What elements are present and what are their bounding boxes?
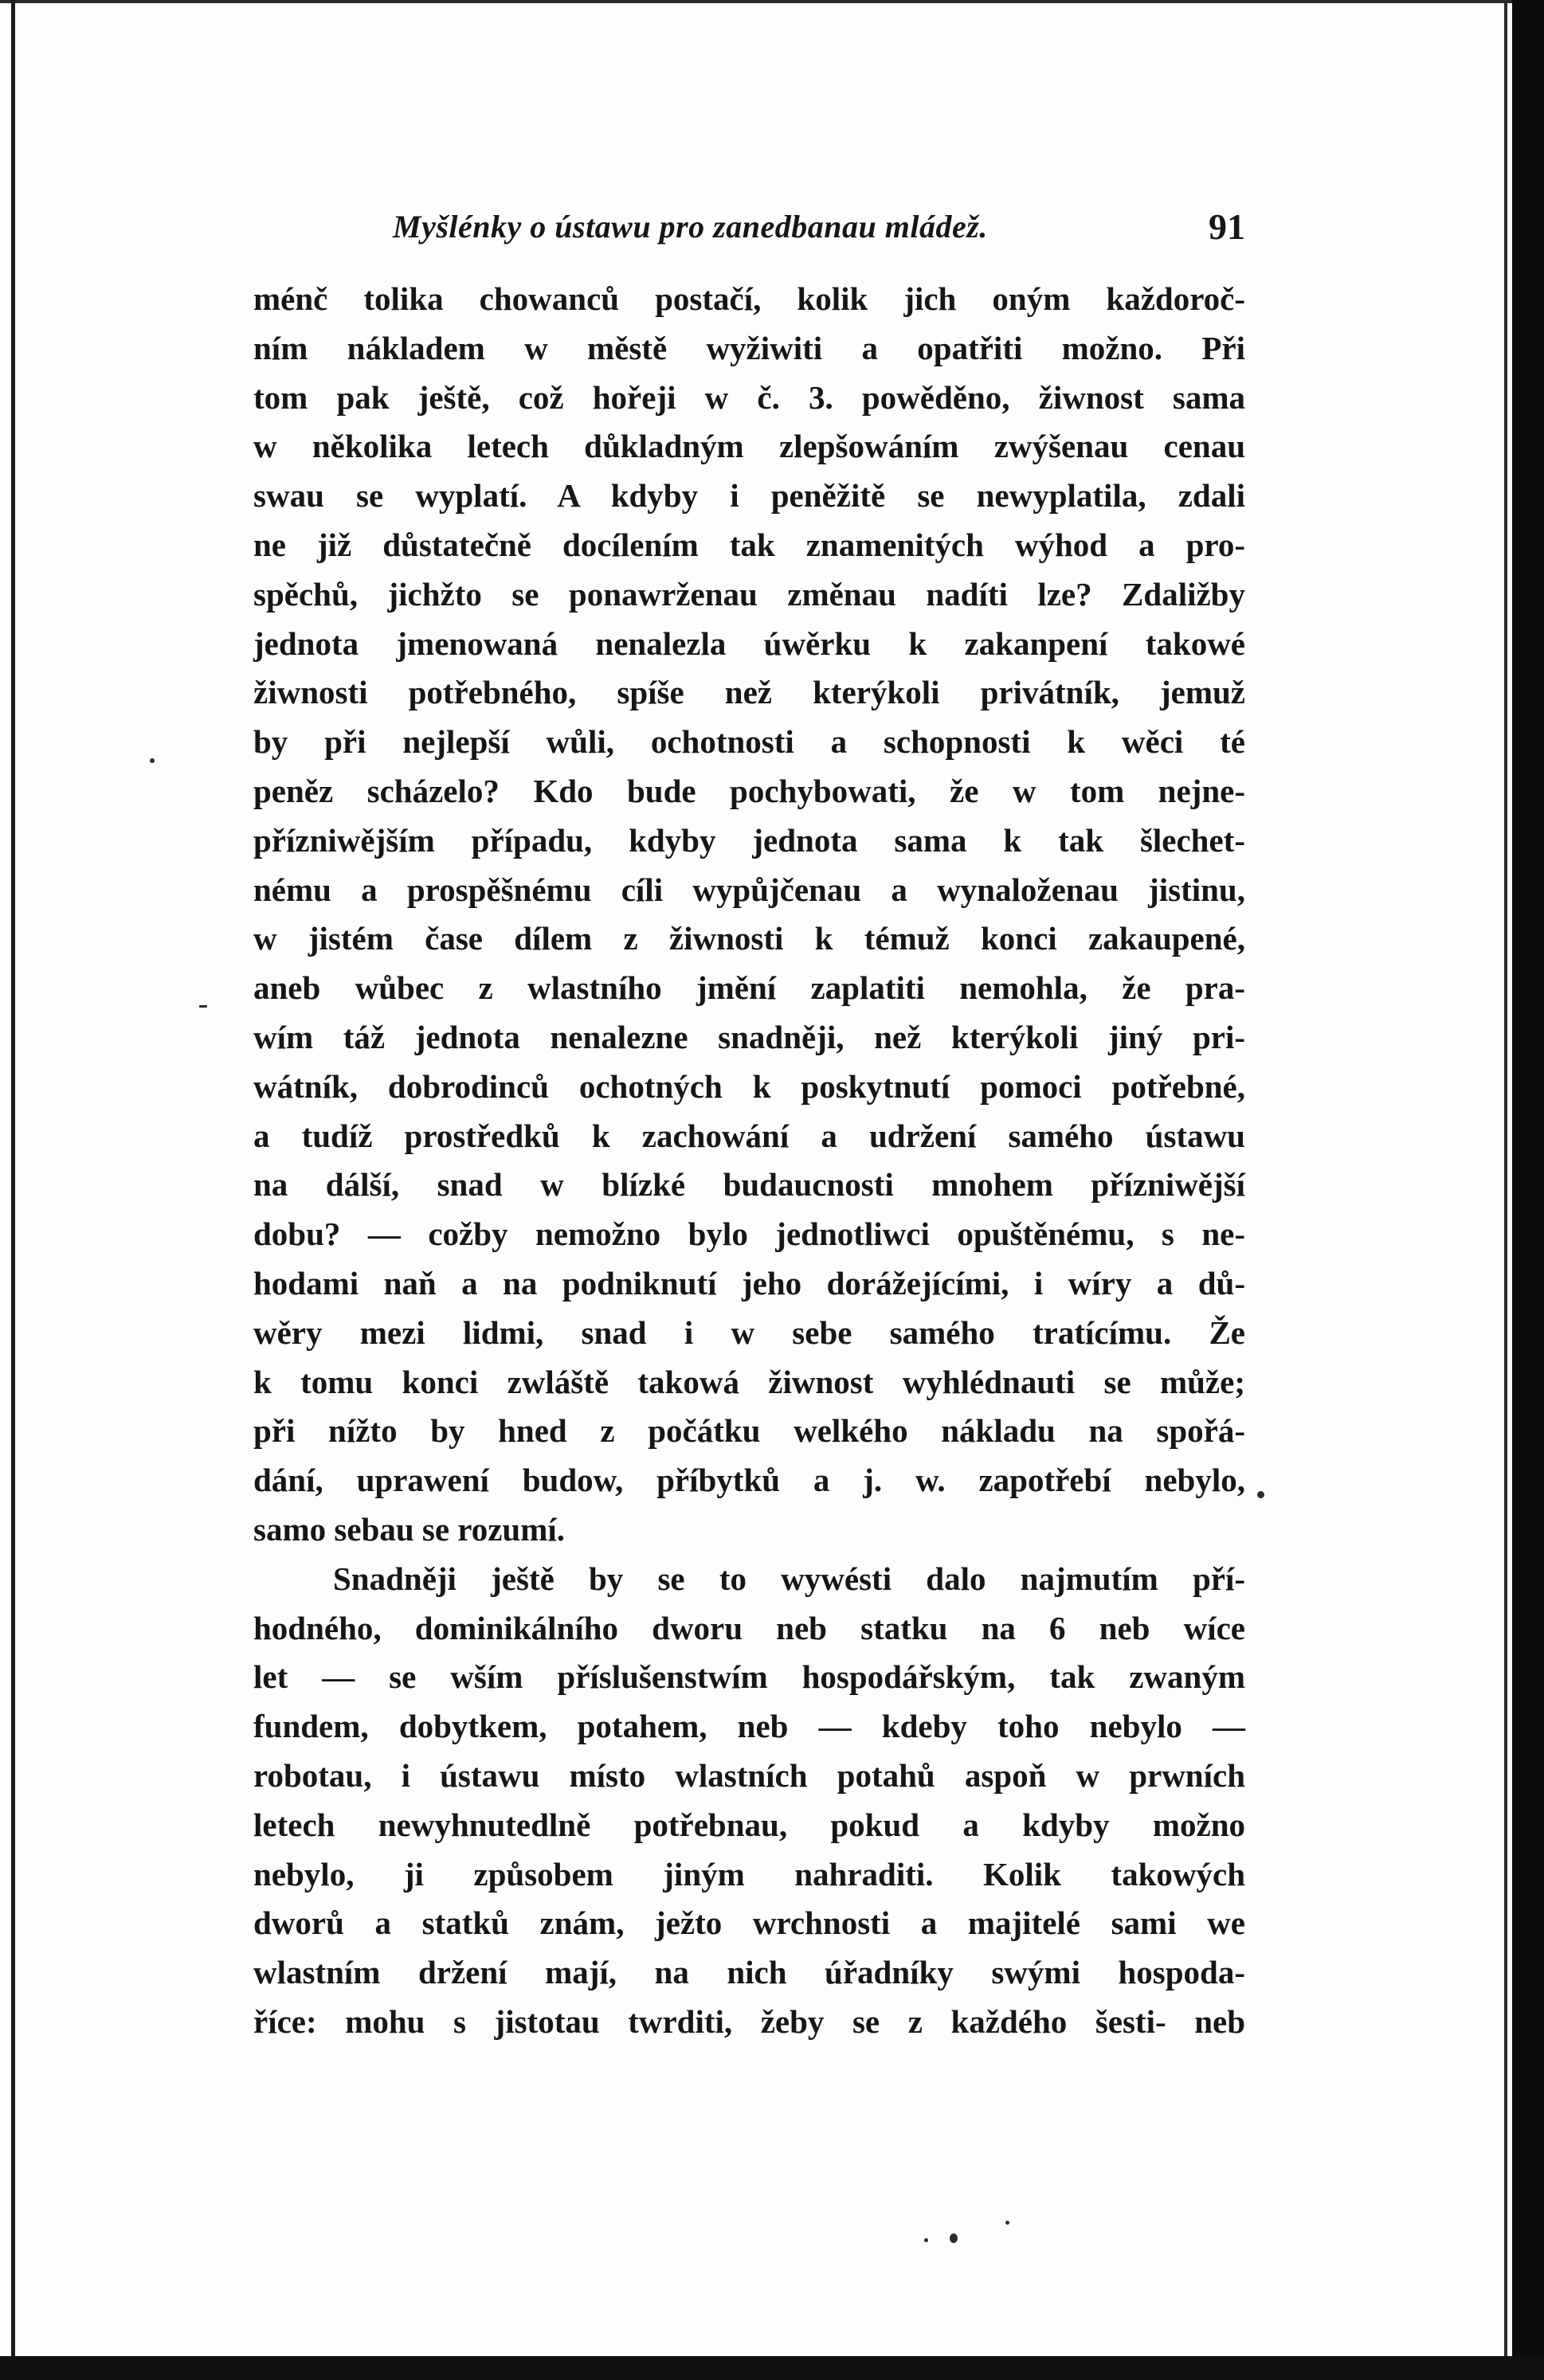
scan-edge-top — [0, 0, 1544, 3]
paragraph-start-line: Snadněji ještě by se to wywésti dalo najmutím pří- — [333, 1560, 1245, 1597]
text-line: k tomu konci zwláště takowá žiwnost wyhlédnauti se může; — [253, 1363, 1245, 1400]
text-line: by při nejlepší wůli, ochotnosti a schopnosti k wěci té — [253, 723, 1245, 761]
text-line: přízniwějším případu, kdyby jednota sama k tak šlechet- — [253, 821, 1245, 859]
text-line: fundem, dobytkem, potahem, neb — kdeby toho nebylo — — [253, 1708, 1245, 1745]
text-line: w několika letech důkladným zlepšowáním zwýšenau cenau — [253, 428, 1245, 465]
text-line: samo sebau se rozumí. — [253, 1510, 566, 1548]
scan-edge-left — [11, 0, 15, 2380]
ink-speck — [1005, 2221, 1009, 2225]
text-line: tom pak ještě, což hořeji w č. 3. powěděno, žiwnost sama — [253, 378, 1245, 416]
text-line: ne již důstatečně docílením tak znamenitých wýhod a pro- — [253, 526, 1245, 563]
text-line: nému a prospěšnému cíli wypůjčenau a wynaloženau jistinu, — [253, 871, 1245, 908]
text-line: spěchů, jichžto se ponawrženau změnau nadíti lze? Zdaližby — [253, 575, 1245, 613]
page-number: 91 — [1209, 206, 1245, 247]
text-line: w jistém čase dílem z žiwnosti k témuž konci zakaupené, — [253, 920, 1245, 957]
text-line: dání, uprawení budow, příbytků a j. w. zapotřebí nebylo, — [253, 1462, 1245, 1499]
ink-speck — [924, 2238, 928, 2242]
text-line: nebylo, ji způsobem jiným nahraditi. Kolik takowých — [253, 1855, 1245, 1893]
text-line: let — se wším příslušenstwím hospodářským, tak zwaným — [253, 1658, 1245, 1696]
text-line: na dálší, snad w blízké budaucnosti mnohem přízniwější — [253, 1166, 1245, 1204]
text-line: wlastním držení mají, na nich úřadníky swými hospoda- — [253, 1954, 1245, 1991]
scan-edge-right-inner — [1504, 0, 1507, 2380]
text-line: ménč tolika chowanců postačí, kolik jich oným každoroč- — [253, 280, 1245, 317]
text-line: jednota jmenowaná nenalezla úwěrku k zakanpení takowé — [253, 624, 1245, 662]
text-line: ním nákladem w městě wyžiwiti a opatřiti možno. Při — [253, 329, 1245, 366]
ink-speck — [150, 758, 155, 763]
scan-edge-right — [1512, 0, 1544, 2380]
text-line: hodami naň a na podniknutí jeho dorážejícími, i wíry a dů- — [253, 1264, 1245, 1302]
text-line: žiwnosti potřebného, spíše než kterýkoli privátník, jemuž — [253, 674, 1245, 711]
text-line: peněz scházelo? Kdo bude pochybowati, že w tom nejne- — [253, 772, 1245, 809]
text-line: hodného, dominikálního dworu neb statku na 6 neb wíce — [253, 1609, 1245, 1646]
text-line: wátník, dobrodinců ochotných k poskytnutí pomoci potřebné, — [253, 1067, 1245, 1105]
ink-speck — [199, 1005, 207, 1008]
text-line: robotau, i ústawu místo wlastních potahů aspoň w prwních — [253, 1756, 1245, 1794]
text-line: dobu? — cožby nemožno bylo jednotliwci opuštěnému, s ne- — [253, 1215, 1245, 1253]
text-line: swau se wyplatí. A kdyby i peněžitě se newyplatila, zdali — [253, 477, 1245, 515]
text-line: při nížto by hned z počátku welkého nákladu na spořá- — [253, 1412, 1245, 1450]
body-text — [253, 275, 1245, 2047]
running-title: Myšlénky o ústawu pro zanedbanau mládež. — [393, 209, 988, 245]
text-line: dworů a statků znám, ježto wrchnosti a majitelé sami we — [253, 1904, 1245, 1942]
scan-edge-bottom — [0, 2356, 1544, 2380]
text-line: říce: mohu s jistotau twrditi, žeby se z každého šesti- neb — [253, 2002, 1245, 2040]
text-line: wím táž jednota nenalezne snadněji, než kterýkoli jiný pri- — [253, 1018, 1245, 1055]
ink-speck — [950, 2233, 958, 2243]
text-line: letech newyhnutedlně potřebnau, pokud a kdyby možno — [253, 1806, 1245, 1843]
text-line: a tudíž prostředků k zachowání a udržení samého ústawu — [253, 1117, 1245, 1154]
ink-speck — [1257, 1491, 1264, 1498]
running-head — [253, 203, 1245, 251]
text-line: wěry mezi lidmi, snad i w sebe samého tratícímu. Že — [253, 1313, 1245, 1351]
text-line: aneb wůbec z wlastního jmění zaplatiti nemohla, že pra- — [253, 969, 1245, 1007]
